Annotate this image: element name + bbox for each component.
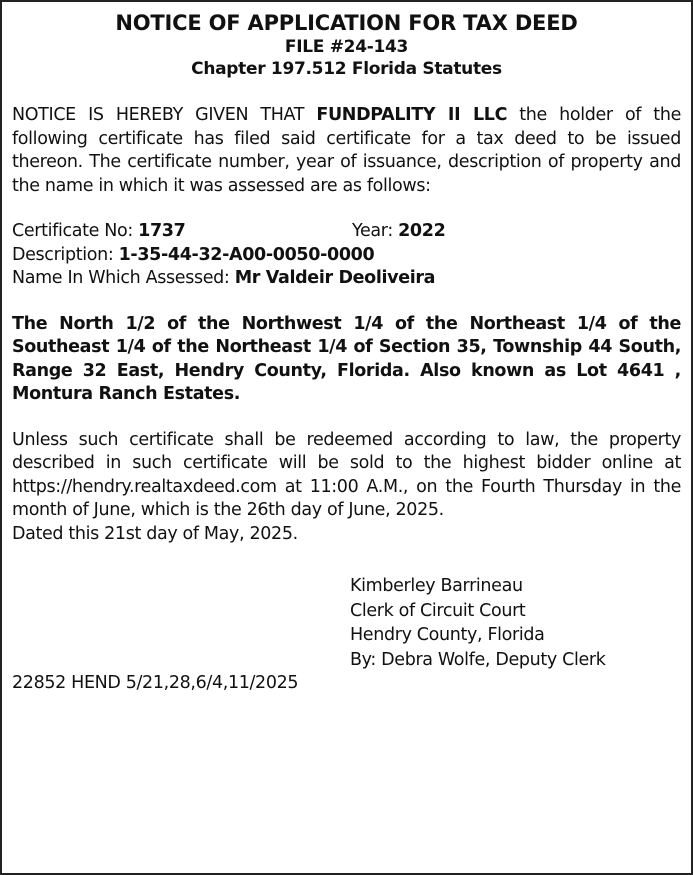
description-row (12, 244, 681, 268)
certificate-year-group (352, 220, 445, 244)
certificate-number: 1737 (138, 221, 186, 241)
notice-header (12, 10, 681, 80)
notice-title: NOTICE OF APPLICATION FOR TAX DEED (115, 11, 578, 35)
assessed-label: Name In Which Assessed: (12, 268, 235, 288)
file-number: FILE #24-143 (284, 37, 409, 57)
certificate-year-label: Year: (352, 221, 399, 241)
certificate-year: 2022 (398, 221, 446, 241)
assessed-name: Mr Valdeir Deoliveira (234, 268, 436, 288)
legal-description: The North 1/2 of the Northwest 1/4 of the Northeast 1/4 of the Southeast 1/4 of the Northeast 1/4 of Section 35, Township 44 South, Range 32 East, Hendry County, Florida. Also known as Lot 4641 , Montura Ranch Estates. (12, 313, 681, 404)
intro-paragraph (12, 104, 681, 198)
sale-notice-paragraph: Unless such certificate shall be redeemed according to law, the property described in such certificate will be sold to the highest bidder online at https://hendry.realtaxdeed.com at 11:00 A.M., on the Fourth Thursday in the month of June, which is the 26th day of June, 2025. (12, 429, 681, 520)
signer-deputy: By: Debra Wolfe, Deputy Clerk (350, 649, 606, 670)
statute-chapter: Chapter 197.512 Florida Statutes (191, 59, 502, 79)
publication-footer: 22852 HEND 5/21,28,6/4,11/2025 (12, 673, 299, 693)
signature-block (350, 574, 681, 672)
signer-county: Hendry County, Florida (350, 625, 545, 645)
parcel-description: 1-35-44-32-A00-0050-0000 (118, 244, 375, 265)
certificate-row (12, 220, 681, 244)
signer-name: Kimberley Barrineau (350, 576, 523, 596)
signer-title: Clerk of Circuit Court (350, 600, 526, 621)
dated-line: Dated this 21st day of May, 2025. (12, 523, 298, 544)
certificate-number-label: Certificate No: (12, 221, 139, 241)
assessed-row (12, 267, 681, 291)
intro-suffix: the holder of the following certificate has filed said certificate for a tax deed to be issued thereon. The certificate number, year of issuance, description of property and the name in which it was assessed are as follows: (12, 105, 681, 196)
description-label: Description: (12, 244, 119, 265)
intro-prefix: NOTICE IS HEREBY GIVEN THAT (12, 105, 317, 125)
certificate-holder: FUNDPALITY II LLC (316, 105, 508, 125)
